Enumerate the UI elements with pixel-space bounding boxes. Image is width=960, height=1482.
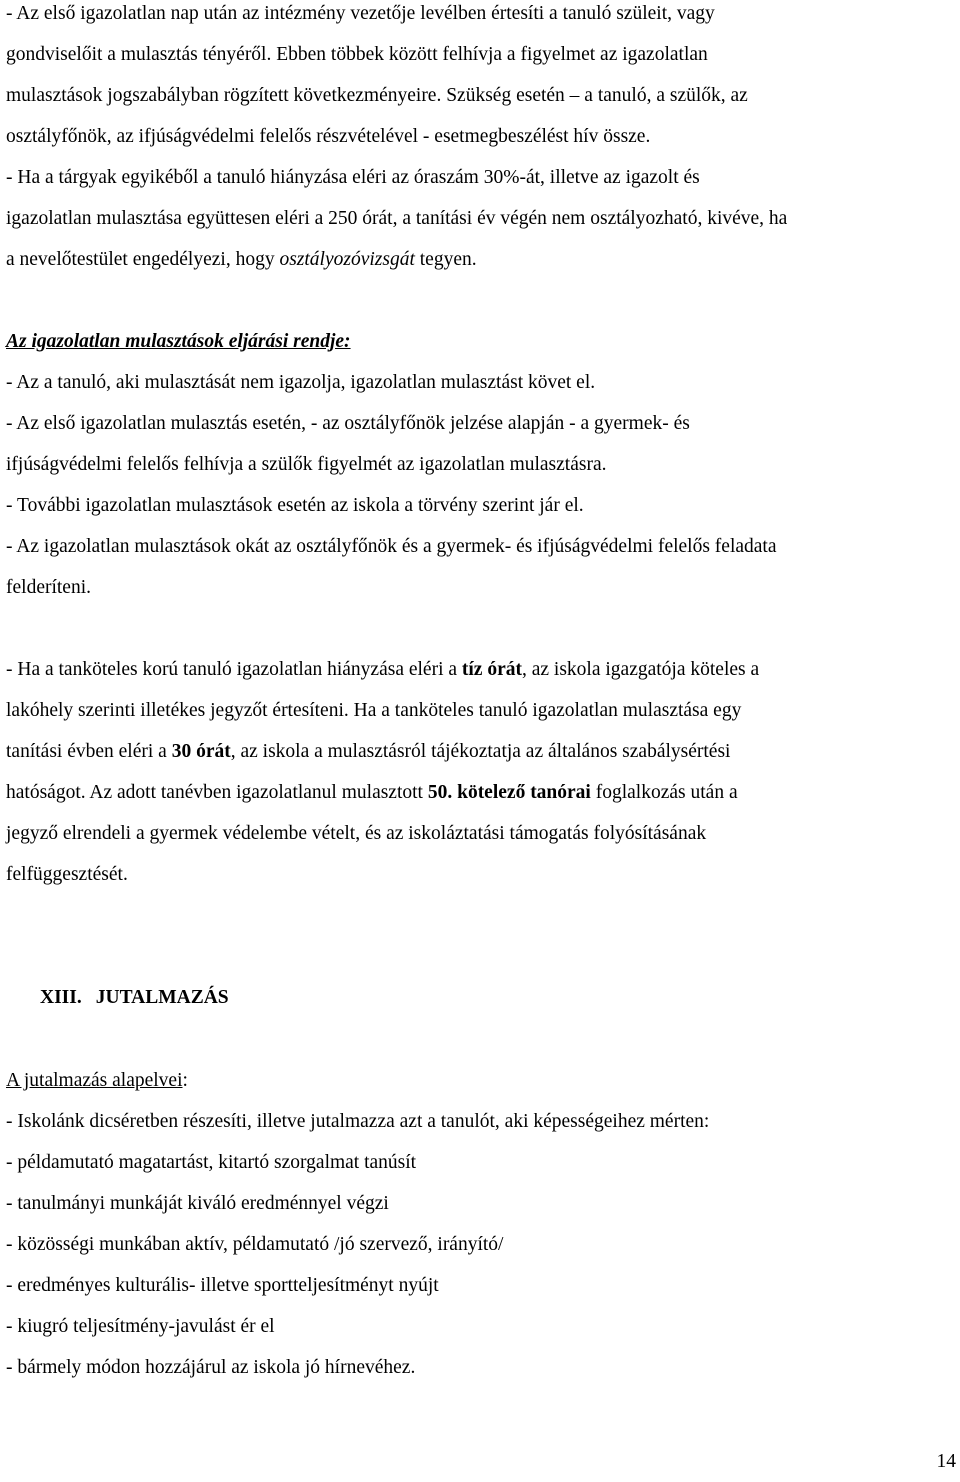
text-span: - Ha a tanköteles korú tanuló igazolatlan hiányzása eléri a (6, 659, 462, 680)
subsection-heading (6, 1069, 188, 1093)
text-span: tanítási évben eléri a (6, 741, 172, 762)
text-span: foglalkozás után a (590, 782, 738, 803)
subsection-heading: Az igazolatlan mulasztások eljárási rendje: (6, 331, 351, 352)
list-item: - példamutató magatartást, kitartó szorgalmat tanúsít (6, 1152, 417, 1173)
italic-term: osztályozóvizsgát (279, 249, 415, 270)
page-number: 14 (936, 1451, 956, 1472)
paragraph-line: felderíteni. (6, 577, 91, 598)
list-item: - kiugró teljesítmény-javulást ér el (6, 1316, 275, 1337)
paragraph-line: felfüggesztését. (6, 864, 128, 885)
paragraph-line: osztályfőnök, az ifjúságvédelmi felelős részvételével - esetmegbeszélést hív össze. (6, 126, 651, 147)
paragraph-line: - Az a tanuló, aki mulasztását nem igazolja, igazolatlan mulasztást követ el. (6, 372, 596, 393)
bold-term: 50. kötelező tanórai (427, 782, 591, 803)
section-number: XIII. (40, 987, 82, 1008)
text-span: , az iskola igazgatója köteles a (521, 659, 760, 680)
heading-colon: : (182, 1070, 188, 1091)
paragraph-line (6, 248, 477, 272)
paragraph-line: - Ha a tárgyak egyikéből a tanuló hiányzása eléri az óraszám 30%-át, illetve az igazolt és (6, 167, 700, 188)
section-name: JUTALMAZÁS (95, 987, 229, 1008)
text-span: hatóságot. Az adott tanévben igazolatlanul mulasztott (6, 782, 428, 803)
list-item: - Iskolánk dicséretben részesíti, illetve jutalmazza azt a tanulót, aki képességeihez mérten: (6, 1111, 710, 1132)
paragraph-line: - További igazolatlan mulasztások esetén az iskola a törvény szerint jár el. (6, 495, 584, 516)
paragraph-line: jegyző elrendeli a gyermek védelembe vételt, és az iskoláztatási támogatás folyósításának (6, 823, 707, 844)
paragraph-line: - Az első igazolatlan mulasztás esetén, - az osztályfőnök jelzése alapján - a gyermek- és (6, 413, 690, 434)
list-item: - eredményes kulturális- illetve sportteljesítményt nyújt (6, 1275, 439, 1296)
bold-term: tíz órát (461, 659, 522, 680)
subsection-heading-text: A jutalmazás alapelvei (6, 1070, 183, 1091)
paragraph-line (6, 740, 730, 764)
text-span: , az iskola a mulasztásról tájékoztatja az általános szabálysértési (230, 741, 731, 762)
paragraph-line: - Az igazolatlan mulasztások okát az osztályfőnök és a gyermek- és ifjúságvédelmi felelős feladata (6, 536, 777, 557)
paragraph-line: mulasztások jogszabályban rögzített következményeire. Szükség esetén – a tanuló, a szülők, az (6, 85, 748, 106)
paragraph-line (6, 781, 738, 805)
bold-term: 30 órát (171, 741, 231, 762)
paragraph-line: gondviselőit a mulasztás tényéről. Ebben többek között felhívja a figyelmet az igazolatlan (6, 44, 708, 65)
list-item: - bármely módon hozzájárul az iskola jó hírnevéhez. (6, 1357, 416, 1378)
paragraph-line: - Az első igazolatlan nap után az intézmény vezetője levélben értesíti a tanuló szüleit, vagy (6, 3, 715, 24)
list-item: - közösségi munkában aktív, példamutató /jó szervező, irányító/ (6, 1234, 504, 1255)
paragraph-line: igazolatlan mulasztása együttesen eléri a 250 órát, a tanítási év végén nem osztályozható, kivéve, ha (6, 208, 788, 229)
list-item: - tanulmányi munkáját kiváló eredménnyel végzi (6, 1193, 389, 1214)
paragraph-line: lakóhely szerinti illetékes jegyzőt értesíteni. Ha a tanköteles tanuló igazolatlan mulasztása egy (6, 700, 742, 721)
section-title (40, 986, 229, 1010)
text-span: tegyen. (414, 249, 477, 270)
paragraph-line: ifjúságvédelmi felelős felhívja a szülők figyelmét az igazolatlan mulasztásra. (6, 454, 607, 475)
text-span: a nevelőtestület engedélyezi, hogy (6, 249, 280, 270)
paragraph-line (6, 658, 759, 682)
